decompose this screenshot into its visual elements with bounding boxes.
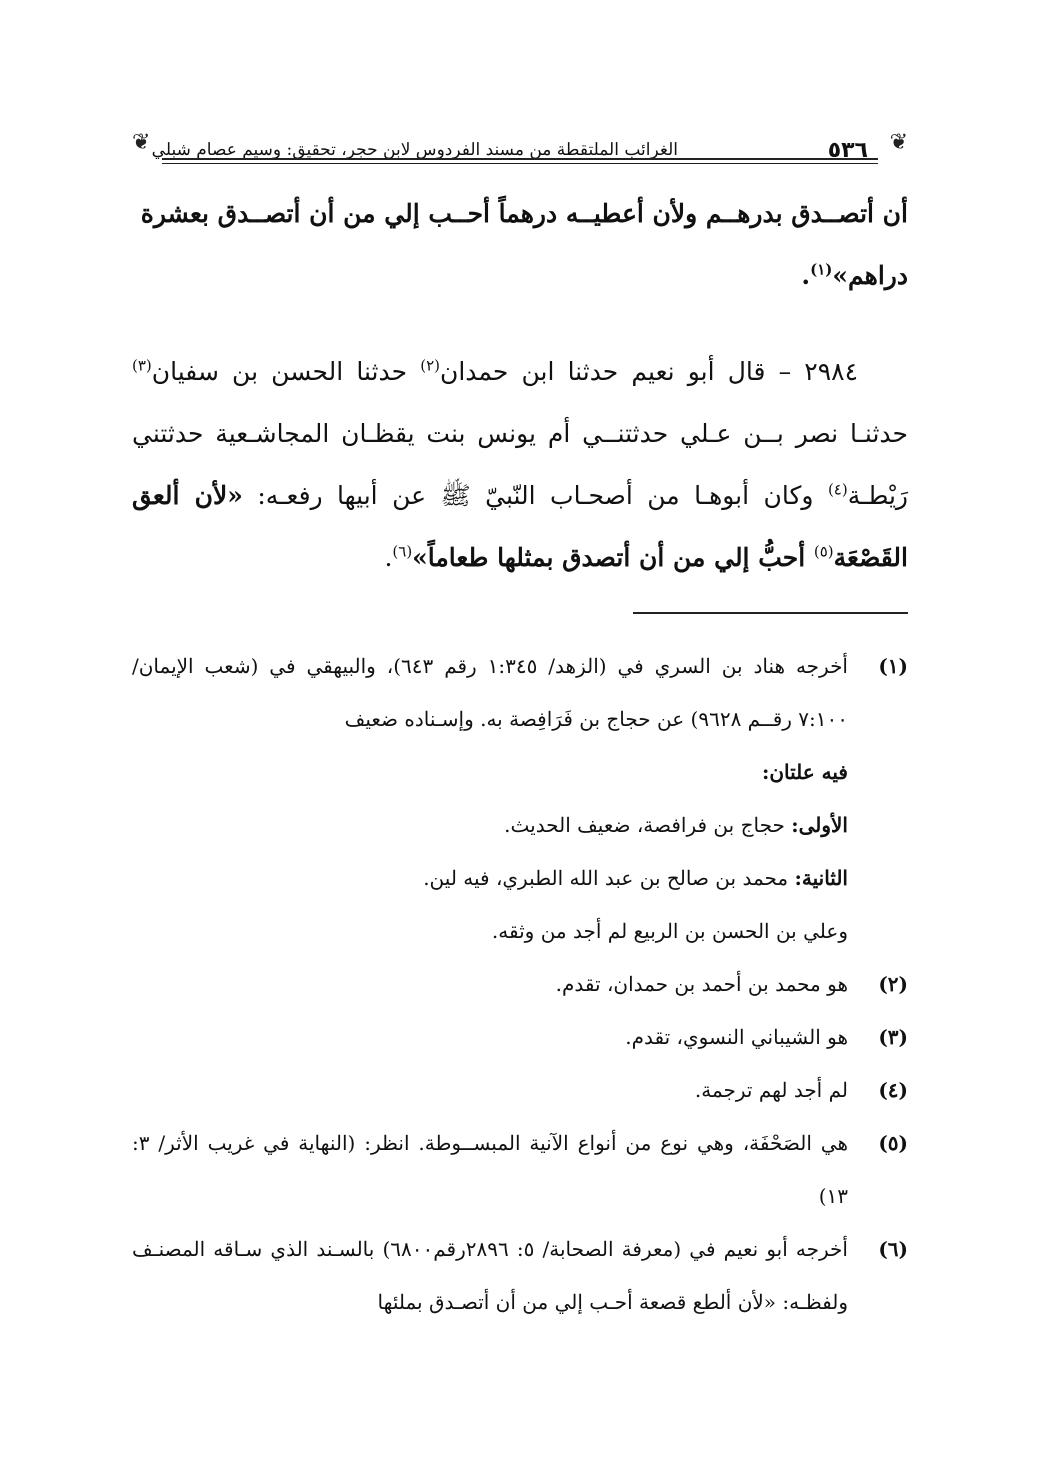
- footnote-number: (٢): [878, 972, 908, 996]
- header-ornament-right-icon: ❦: [889, 130, 908, 155]
- footnote-body: [132, 640, 848, 958]
- footnote-number: (٦): [878, 1237, 908, 1261]
- footnote-2: [132, 958, 908, 1011]
- footnote-subheading: فيه علتان:: [761, 760, 848, 784]
- footnote-number: (٥): [878, 1131, 908, 1155]
- footnote-text: هو الشيباني النسوي، تقدم.: [625, 1025, 848, 1049]
- main-text: [132, 183, 908, 589]
- footnote-ref[interactable]: (٦): [392, 542, 413, 561]
- isnad-text: حدثنا الحسن بن سفيان: [151, 357, 421, 386]
- footnote-ref[interactable]: (٥): [813, 542, 834, 561]
- footnote-ref[interactable]: (٢): [420, 356, 440, 375]
- footnote-number: (١): [878, 654, 908, 678]
- footnote-subitem: [132, 905, 848, 958]
- footnotes: [132, 640, 908, 1329]
- footnote-5: [132, 1117, 908, 1223]
- subitem-text: محمد بن صالح بن عبد الله الطبري، فيه لين.: [423, 866, 795, 890]
- footnote-ref[interactable]: (٣): [132, 356, 152, 375]
- isnad-text: وكان أبوهـا من أصحـاب النّبيّ ﷺ عن أبيها رفعـه:: [242, 481, 828, 510]
- subitem-label: الأولى:: [791, 813, 848, 837]
- header-ornament-left-icon: ❦: [132, 130, 151, 155]
- isnad-text: ٢٩٨٤ – قال أبو نعيم حدثنا ابن حمدان: [440, 357, 858, 386]
- footnote-ref[interactable]: (١): [810, 260, 833, 279]
- footnote-text: هي الصَحْفَة، وهي نوع من أنواع الآنية المبســوطة. انظر: (النهاية في غريب الأثر/ ٣: ١٣): [132, 1131, 848, 1208]
- footnote-separator: [633, 612, 908, 614]
- header-rule-thin: [162, 163, 878, 164]
- matn-text: أحبُّ إلي من أن أتصدق بمثلها طعاماً»: [412, 543, 814, 572]
- hadith-2984: [132, 341, 908, 589]
- subitem-text: وعلي بن الحسن بن الربيع لم أجد من وثقه.: [491, 919, 848, 943]
- footnote-text: أخرجه أبو نعيم في (معرفة الصحابة/ ٥: ٢٨٩٦رقم٦٨٠٠) بالسـند الذي سـاقه المصنـف ولفظـه: «لأن ألطع قصعة أحـب إلي من أن أتصـدق بملئها: [132, 1237, 848, 1314]
- hadith-continuation: [132, 183, 908, 307]
- footnote-text: هو محمد بن أحمد بن حمدان، تقدم.: [555, 972, 848, 996]
- footnote-4: [132, 1064, 908, 1117]
- page-number: ٥٣٦: [827, 138, 868, 163]
- footnote-3: [132, 1011, 908, 1064]
- footnote-text: لم أجد لهم ترجمة.: [694, 1078, 848, 1102]
- running-title: الغرائب الملتقطة من مسند الفردوس لابن حجر، تحقيق: وسيم عصام شبلي: [151, 140, 678, 160]
- isnad-text: حدثنـا نصر بــن عـلي حدثتنــي أم يونس بنت يقظـان المجاشـعية حدثتني رَيْطـة: [132, 419, 908, 510]
- subitem-text: حجاج بن فرافصة، ضعيف الحديث.: [504, 813, 792, 837]
- footnote-text: أخرجه هناد بن السري في (الزهد/ ١:٣٤٥ رقم ٦٤٣)، والبيهقي في (شعب الإيمان/ ٧:١٠٠ رقــم ٩٦٢٨) عن حجاج بن فَرَافِصة به. وإسـناده ضعيف: [132, 654, 848, 731]
- footnote-ref[interactable]: (٤): [827, 480, 848, 499]
- footnote-6: [132, 1223, 908, 1329]
- footnote-1: [132, 640, 908, 958]
- subitem-label: الثانية:: [794, 866, 848, 890]
- matn-text: «لأن ألعق القَصْعَة: [132, 481, 908, 572]
- footnote-number: (٤): [878, 1078, 908, 1102]
- text-end: .: [801, 261, 811, 290]
- text-end: .: [384, 543, 393, 572]
- page-header: [132, 126, 908, 166]
- text-line: دراهم»: [832, 261, 908, 290]
- footnote-subitem: [132, 799, 848, 852]
- text-line: أن أتصــدق بدرهــم ولأن أعطيــه درهماً أحــب إلي من أن أتصــدق بعشرة: [140, 199, 908, 228]
- footnote-number: (٣): [878, 1025, 908, 1049]
- footnote-subitem: [132, 852, 848, 905]
- header-rule: [162, 158, 878, 160]
